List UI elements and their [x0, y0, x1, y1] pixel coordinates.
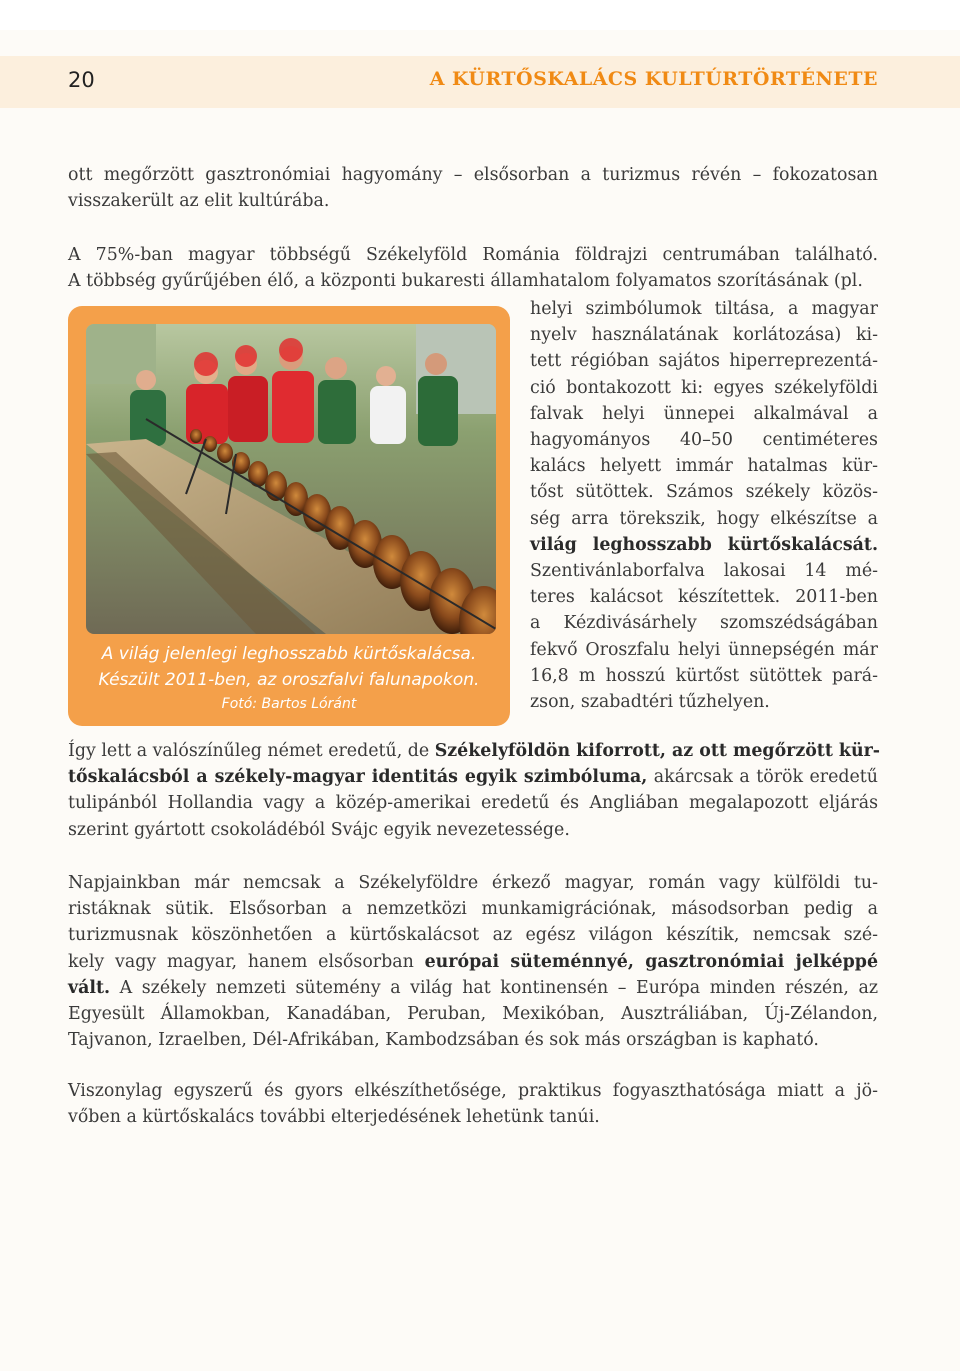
- running-title: A KÜRTŐSKALÁCS KULTÚRTÖRTÉNETE: [429, 68, 878, 90]
- text-line: Szentivánlaborfalva lakosai 14 mé-: [530, 561, 878, 582]
- paragraph-future: [68, 1078, 878, 1130]
- text-run-bold: tőskalácsból a székely-magyar identitás egyik szimbóluma,: [68, 767, 648, 788]
- text-line: turizmusnak köszönhetően a kürtőskalácsot az egész világon készítik, nemcsak szé-: [68, 925, 878, 946]
- text-run-bold: európai süteménnyé, gasztronómiai jelképpé: [424, 951, 879, 972]
- photo-credit: Fotó: Bartos Lóránt: [221, 696, 357, 712]
- text-line: visszakerült az elit kultúrába.: [68, 191, 330, 212]
- text-line: A többség gyűrűjében élő, a központi bukaresti államhatalom folyamatos szorításának (pl.: [68, 271, 863, 292]
- text-line: ristáknak sütik. Elsősorban a nemzetközi munkamigrációnak, másodsorban pedig a: [68, 899, 878, 920]
- text-line: hagyományos 40–50 centiméteres: [530, 430, 878, 451]
- text-line: kalács helyett immár hatalmas kür-: [530, 456, 878, 477]
- text-line: falvak helyi ünnepei alkalmával a: [530, 403, 878, 424]
- text-line: ció bontakozott ki: egyes székelyföldi: [530, 377, 878, 398]
- text-line: tulipánból Hollandia vagy a közép-amerikai eredetű és Angliában megalapozott eljárás: [68, 793, 878, 814]
- text-line: a Kézdivásárhely szomszédságában: [530, 613, 878, 634]
- text-line-bold: világ leghosszabb kürtőskalácsát.: [530, 534, 878, 555]
- text-line: helyi szimbólumok tiltása, a magyar: [530, 299, 878, 319]
- text-line: A 75%-ban magyar többségű Székelyföld Románia földrajzi centrumában található.: [68, 245, 878, 265]
- text-run-bold: Székelyföldön kiforrott, az ott megőrzött kür-: [434, 741, 880, 761]
- text-line: [68, 738, 878, 764]
- text-line: tett régióban sajátos hiperreprezentá-: [530, 351, 878, 372]
- text-line: [68, 764, 878, 790]
- text-line: tőst sütöttek. Számos székely közös-: [530, 482, 878, 503]
- text-line: nyelv használatának korlátozása) ki-: [530, 325, 878, 346]
- text-run: A székely nemzeti sütemény a világ hat kontinensén – Európa minden részén, az: [110, 977, 878, 998]
- page-number: 20: [68, 68, 95, 92]
- text-line: szerint gyártott csokoládéból Svájc egyik nevezetessége.: [68, 819, 570, 840]
- photo-card: [68, 306, 510, 726]
- text-run: Így lett a valószínűleg német eredetű, de: [68, 741, 435, 761]
- text-line: [68, 975, 878, 1001]
- text-run-bold: vált.: [68, 977, 111, 998]
- text-line: 16,8 m hosszú kürtőst sütöttek pará-: [530, 665, 878, 686]
- text-line: teres kalácsot készítettek. 2011-ben: [530, 587, 878, 608]
- photo-caption-line: Készült 2011-ben, az oroszfalvi falunapokon.: [98, 670, 480, 690]
- side-column-text: [530, 296, 878, 715]
- text-line: zson, szabadtéri tűzhelyen.: [530, 692, 770, 713]
- photo-caption-line: A világ jelenlegi leghosszabb kürtőskalácsa.: [101, 644, 477, 664]
- paragraph-identity-symbol: [68, 738, 878, 843]
- text-line: vőben a kürtőskalács további elterjedésének lehetünk tanúi.: [68, 1107, 600, 1128]
- paragraph-szekelyfold: [68, 242, 878, 294]
- text-line: Viszonylag egyszerű és gyors elkészíthetősége, praktikus fogyaszthatósága miatt a jö-: [68, 1081, 878, 1101]
- text-line: Tajvanon, Izraelben, Dél-Afrikában, Kambodzsában és sok más országban is kapható.: [68, 1030, 819, 1051]
- text-line: Egyesült Államokban, Kanadában, Peruban, Mexikóban, Ausztráliában, Új-Zélandon,: [68, 1004, 878, 1025]
- paragraph-worldwide: [68, 870, 878, 1053]
- text-run: kely vagy magyar, hanem elsősorban: [68, 951, 425, 972]
- text-line: Napjainkban már nemcsak a Székelyföldre érkező magyar, román vagy külföldi tu-: [68, 873, 878, 893]
- text-line: fekvő Oroszfalu helyi ünnepségén már: [530, 639, 878, 660]
- text-line: ott megőrzött gasztronómiai hagyomány – elsősorban a turizmus révén – fokozatosan: [68, 165, 878, 185]
- text-line: [68, 949, 878, 975]
- text-line: ség arra törekszik, hogy elkészítse a: [530, 508, 878, 529]
- photo-longest-kurtoskalacs: [86, 324, 496, 634]
- text-run: akárcsak a török eredetű: [647, 767, 878, 788]
- paragraph-intro: [68, 162, 878, 214]
